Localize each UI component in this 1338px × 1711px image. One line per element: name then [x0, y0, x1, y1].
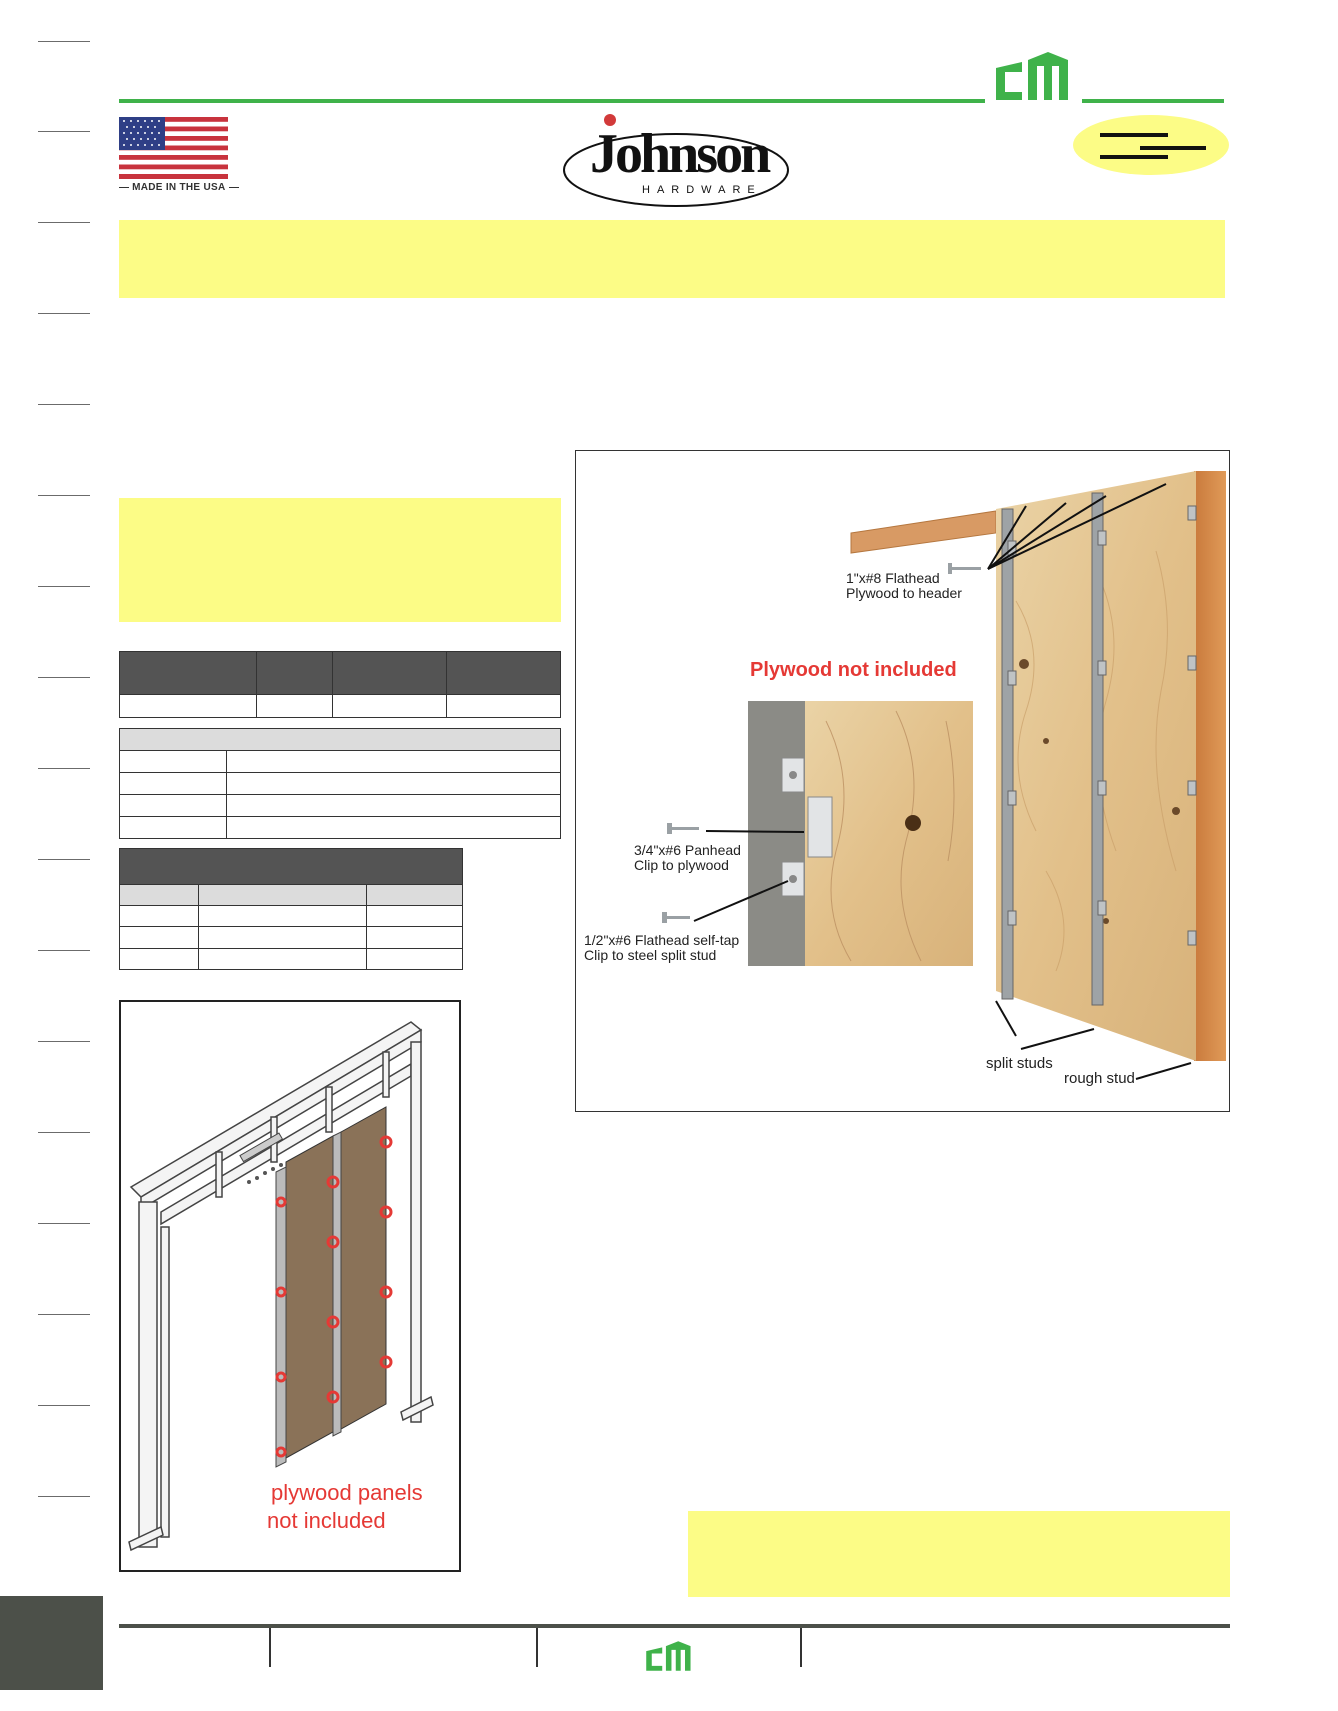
- menu-badge: [1073, 115, 1229, 175]
- rough-stud-label: rough stud: [1064, 1070, 1135, 1087]
- cm-logo-icon: [992, 50, 1074, 102]
- spec-table-1: [119, 651, 561, 718]
- split-studs-label: split studs: [986, 1055, 1053, 1072]
- frame-caption-line2: not included: [267, 1508, 386, 1533]
- header-rule-left: [119, 99, 985, 103]
- footer-divider-1: [269, 1628, 271, 1667]
- spec-table-3: [119, 848, 463, 970]
- panhead-screw-icon: [667, 823, 699, 834]
- note-box: [688, 1511, 1230, 1597]
- spec-table-2: [119, 728, 561, 839]
- footer-divider-3: [800, 1628, 802, 1667]
- panhead-screw-label: 3/4"x#6 Panhead Clip to plywood: [634, 842, 741, 873]
- flathead-screw-label: 1"x#8 Flathead Plywood to header: [846, 570, 962, 601]
- header-rule-right: [1082, 99, 1224, 103]
- johnson-hardware-logo: [562, 114, 790, 210]
- footer-rule: [119, 1624, 1230, 1628]
- menu-lines-icon: [1100, 133, 1206, 159]
- brand-subtitle: HARDWARE: [642, 184, 762, 196]
- frame-caption-line1: plywood panels: [271, 1480, 423, 1505]
- page-tab: [0, 1596, 103, 1690]
- footer-divider-2: [536, 1628, 538, 1667]
- plywood-not-included-label: Plywood not included: [750, 659, 957, 681]
- brand-name: Johnson: [590, 123, 769, 185]
- made-in-usa-badge: [119, 117, 228, 197]
- selftap-screw-icon: [662, 912, 690, 923]
- title-banner: [119, 220, 1225, 298]
- us-flag-icon: [119, 117, 228, 179]
- selftap-screw-label: 1/2"x#6 Flathead self-tap Clip to steel split stud: [584, 932, 740, 963]
- install-photo: [575, 450, 1230, 1112]
- footer-cm-logo-icon: [643, 1640, 695, 1672]
- frame-drawing: [119, 1000, 461, 1572]
- made-in-usa-label: MADE IN THE USA: [119, 182, 228, 193]
- description-box: [119, 498, 561, 622]
